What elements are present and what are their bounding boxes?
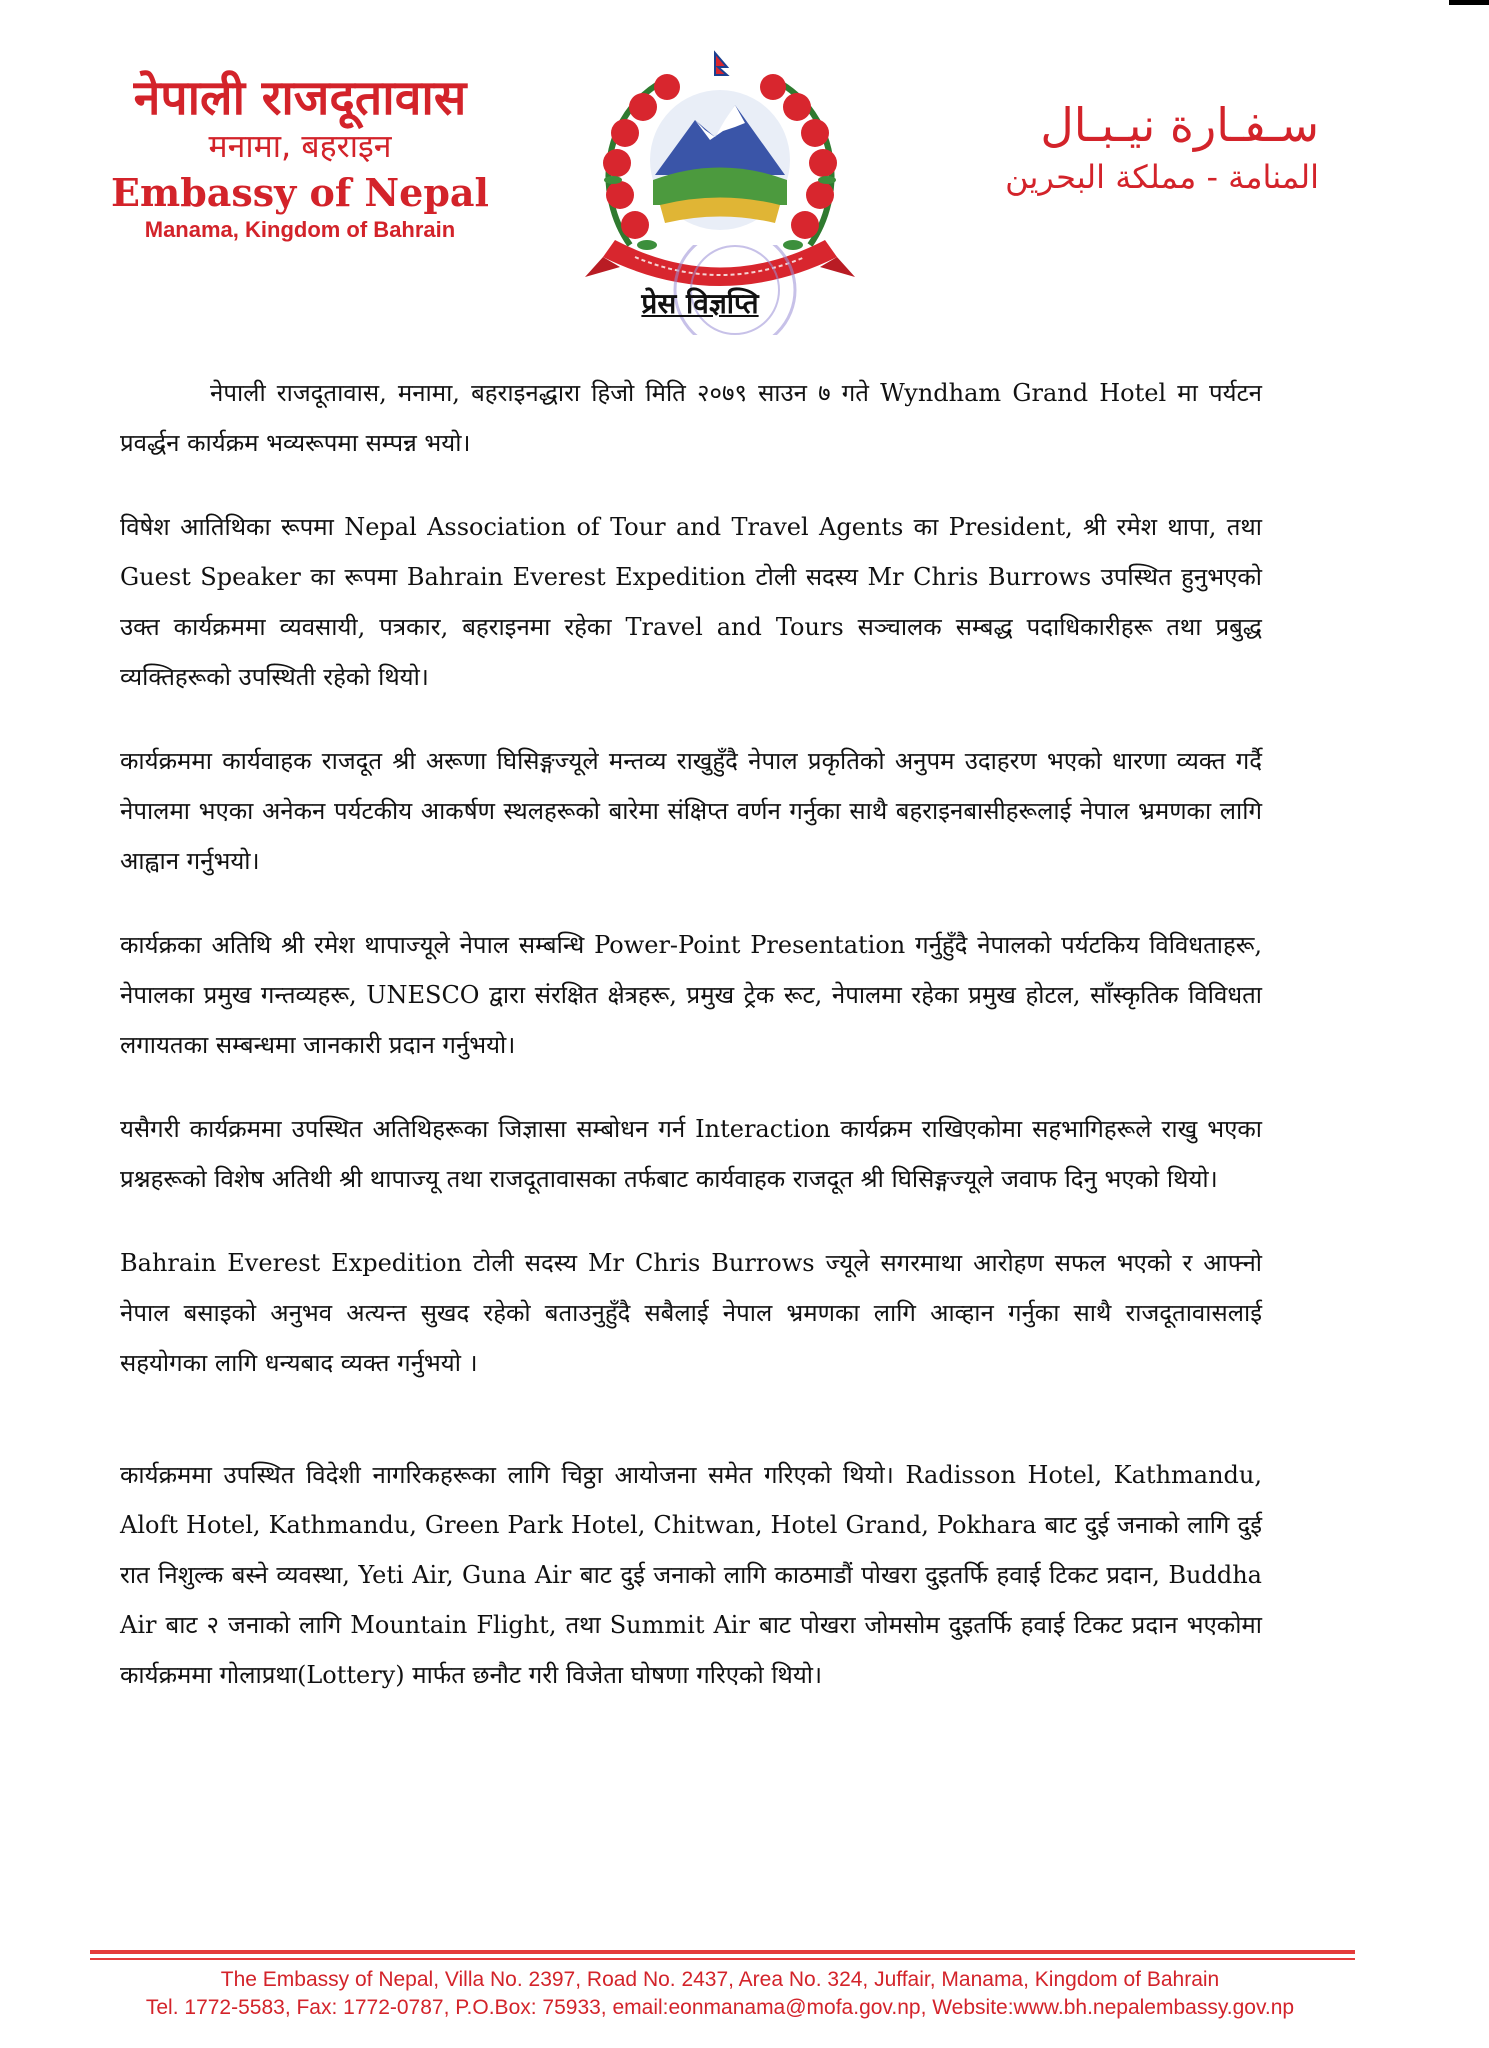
- paragraph: Bahrain Everest Expedition टोली सदस्य Mr Chris Burrows ज्यूले सगरमाथा आरोहण सफल भएको र आफ्नो नेपाल बसाइको अनुभव अत्यन्त सुखद रहेको बताउनुहुँदै सबैलाई नेपाल भ्रमणका लागि आव्हान गर्नुका साथै राजदूतावासलाई सहयोगका लागि धन्यबाद व्यक्त गर्नुभयो ।: [120, 1249, 1262, 1377]
- paragraph: नेपाली राजदूतावास, मनामा, बहराइनद्धारा हिजो मिति २०७९ साउन ७ गते Wyndham Grand Hotel मा पर्यटन प्रवर्द्धन कार्यक्रम भव्यरूपमा सम्पन्न भयो।: [120, 379, 1262, 457]
- arabic-location: المنامة - مملكة البحرين: [1005, 158, 1319, 196]
- press-release-body: [120, 368, 1262, 1734]
- letterhead-right: [919, 95, 1319, 199]
- footer: [60, 1966, 1380, 2022]
- paragraph: विषेश आतिथिका रूपमा Nepal Association of Tour and Travel Agents का President, श्री रमेश थापा, तथा Guest Speaker का रूपमा Bahrain Everest Expedition टोली सदस्य Mr Chris Burrows उपस्थित हुनुभएको उक्त कार्यक्रममा व्यवसायी, पत्रकार, बहराइनमा रहेका Travel and Tours सञ्चालक सम्बद्ध पदाधिकारीहरू तथा प्रबुद्ध व्यक्तिहरूको उपस्थिती रहेको थियो।: [120, 513, 1262, 691]
- nepali-location: मनामा, बहराइन: [208, 127, 392, 165]
- paragraph: कार्यक्रममा कार्यवाहक राजदूत श्री अरूणा घिसिङ्गज्यूले मन्तव्य राखुहुँदै नेपाल प्रकृतिको अनुपम उदाहरण भएको धारणा व्यक्त गर्दै नेपालमा भएका अनेकन पर्यटकीय आकर्षण स्थलहरूको बारेमा संक्षिप्त वर्णन गर्नुका साथै बहराइनबासीहरूलाई नेपाल भ्रमणका लागि आह्वान गर्नुभयो।: [120, 747, 1262, 875]
- nepali-embassy-title: नेपाली राजदूतावास: [133, 70, 467, 126]
- footer-divider: [90, 1958, 1355, 1960]
- footer-address: The Embassy of Nepal, Villa No. 2397, Road No. 2437, Area No. 324, Juffair, Manama, Kingdom of Bahrain: [220, 1968, 1220, 1991]
- footer-contact: Tel. 1772-5583, Fax: 1772-0787, P.O.Box: 75933, email:eonmanama@mofa.gov.np, Website:www.bh.nepalembassy.gov.np: [145, 1996, 1295, 2019]
- english-location: Manama, Kingdom of Bahrain: [144, 217, 456, 242]
- paragraph: कार्यक्रका अतिथि श्री रमेश थापाज्यूले नेपाल सम्बन्धि Power-Point Presentation गर्नुहुँदै नेपालको पर्यटकिय विविधताहरू, नेपालका प्रमुख गन्तव्यहरू, UNESCO द्वारा संरक्षित क्षेत्रहरू, प्रमुख ट्रेक रूट, नेपालमा रहेका प्रमुख होटल, साँस्कृतिक विविधता लगायतका सम्बन्धमा जानकारी प्रदान गर्नुभयो।: [120, 931, 1262, 1059]
- press-release-title: प्रेस विज्ञप्ति: [641, 287, 759, 320]
- scan-edge-mark: [1449, 0, 1489, 5]
- footer-divider: [90, 1950, 1355, 1954]
- paragraph: कार्यक्रममा उपस्थित विदेशी नागरिकहरूका लागि चिठ्ठा आयोजना समेत गरिएको थियो। Radisson Hotel, Kathmandu, Aloft Hotel, Kathmandu, Green Park Hotel, Chitwan, Hotel Grand, Pokhara बाट दुई जनाको लागि दुई रात निशुल्क बस्ने व्यवस्था, Yeti Air, Guna Air बाट दुई जनाको लागि काठमाडौं पोखरा दुइतर्फि हवाई टिकट प्रदान, Buddha Air बाट २ जनाको लागि Mountain Flight, तथा Summit Air बाट पोखरा जोमसोम दुइतर्फि हवाई टिकट प्रदान भएकोमा कार्यक्रममा गोलाप्रथा(Lottery) मार्फत छनौट गरी विजेता घोषणा गरिएको थियो।: [120, 1461, 1262, 1689]
- letterhead-left: [100, 70, 500, 244]
- arabic-embassy-title: سـفـارة نيـبـال: [1040, 98, 1319, 152]
- english-embassy-title: Embassy of Nepal: [111, 170, 489, 215]
- paragraph: यसैगरी कार्यक्रममा उपस्थित अतिथिहरूका जिज्ञासा सम्बोधन गर्न Interaction कार्यक्रम राखिएकोमा सहभागिहरूले राखु भएका प्रश्नहरूको विशेष अतिथी श्री थापाज्यू तथा राजदूतावासका तर्फबाट कार्यवाहक राजदूत श्री घिसिङ्गज्यूले जवाफ दिनु भएको थियो।: [120, 1115, 1262, 1193]
